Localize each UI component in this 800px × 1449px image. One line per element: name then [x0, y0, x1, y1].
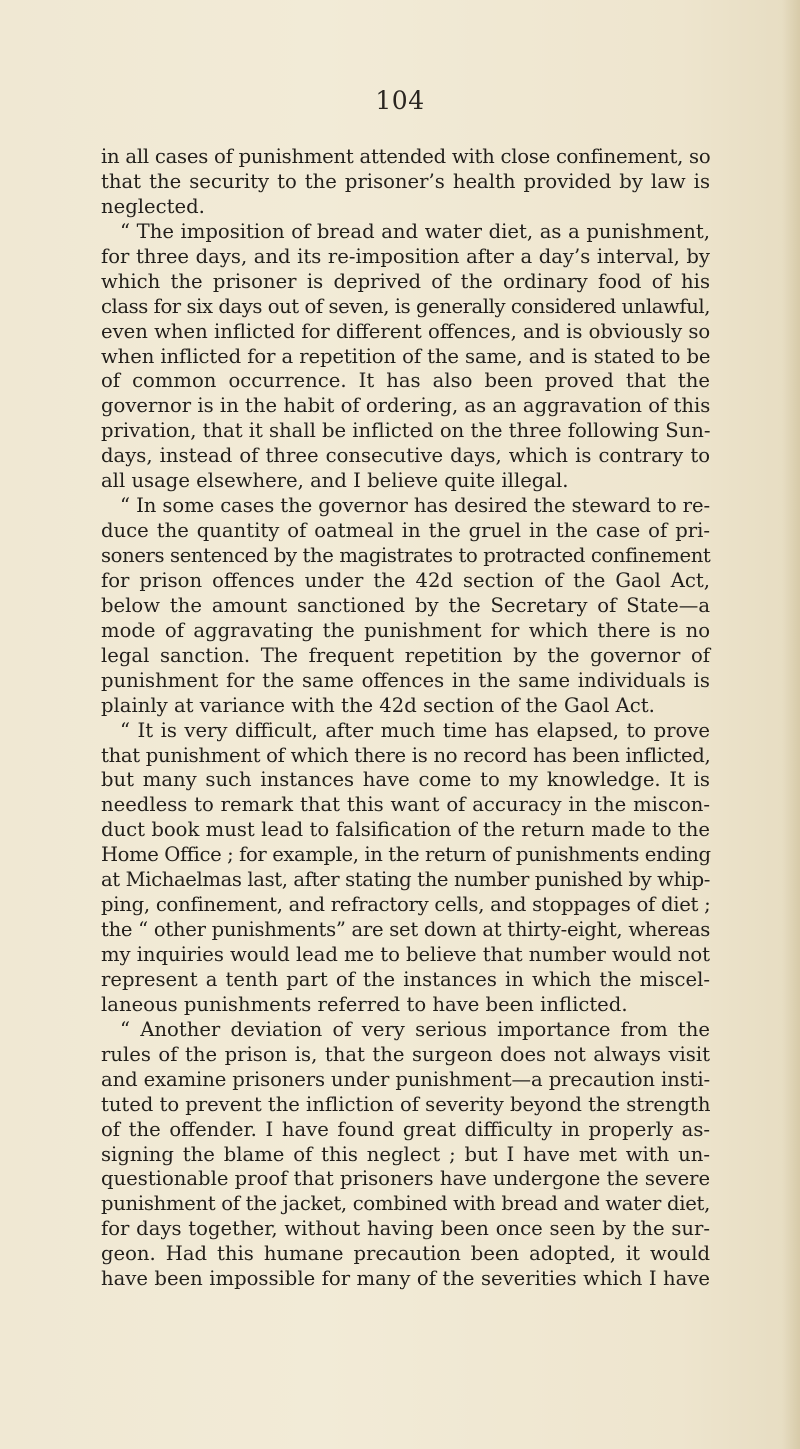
text-line: neglected. — [101, 194, 205, 218]
text-line: “ It is very difficult, after much time has elapsed, to prove — [120, 718, 710, 742]
text-line: and examine prisoners under punishment—a precaution insti- — [101, 1067, 710, 1091]
text-line: for prison offences under the 42d section of the Gaol Act, — [101, 568, 710, 592]
text-line: all usage elsewhere, and I believe quite illegal. — [101, 469, 569, 493]
text-line: duce the quantity of oatmeal in the gruel in the case of pri- — [101, 519, 710, 543]
text-line: soners sentenced by the magistrates to protracted confinement — [101, 544, 711, 567]
text-line: represent a tenth part of the instances in which the miscel- — [101, 967, 710, 991]
text-line: Home Office ; for example, in the return of punishments ending — [101, 843, 711, 867]
text-line: ping, confinement, and refractory cells, and stoppages of diet ; — [101, 893, 711, 917]
text-line: punishment of the jacket, combined with bread and water diet, — [101, 1192, 710, 1216]
text-line: class for six days out of seven, is generally considered unlawful, — [101, 294, 710, 318]
text-line: tuted to prevent the infliction of severity beyond the strength — [101, 1092, 711, 1116]
text-line: at Michaelmas last, after stating the number punished by whip- — [101, 868, 711, 892]
page-edge-shadow — [782, 0, 800, 1449]
text-line: signing the blame of this neglect ; but I have met with un- — [101, 1142, 710, 1166]
page-number: 104 — [375, 86, 425, 115]
text-line: duct book must lead to falsification of the return made to the — [101, 818, 710, 842]
text-line: punishment for the same offences in the same individuals is — [101, 668, 710, 692]
text-line: privation, that it shall be inflicted on the three following Sun- — [101, 419, 711, 443]
text-line: “ The imposition of bread and water diet, as a punishment, — [120, 219, 710, 243]
text-line: days, instead of three consecutive days, which is contrary to — [101, 444, 710, 468]
text-line: below the amount sanctioned by the Secretary of State—a — [101, 593, 710, 617]
text-line: that punishment of which there is no record has been inflicted, — [101, 743, 711, 767]
text-line: of common occurrence. It has also been proved that the — [101, 369, 710, 393]
text-line: but many such instances have come to my knowledge. It is — [101, 768, 710, 792]
body-text — [101, 145, 710, 1292]
text-line: geon. Had this humane precaution been adopted, it would — [101, 1242, 710, 1266]
text-line: plainly at variance with the 42d section of the Gaol Act. — [101, 693, 655, 717]
text-line: governor is in the habit of ordering, as an aggravation of this — [101, 394, 711, 418]
text-line: of the offender. I have found great difficulty in properly as- — [101, 1117, 710, 1141]
text-line: “ In some cases the governor has desired the steward to re- — [120, 494, 710, 518]
text-line: laneous punishments referred to have been inflicted. — [101, 992, 628, 1016]
text-line: have been impossible for many of the severities which I have — [101, 1267, 710, 1291]
text-line: mode of aggravating the punishment for which there is no — [101, 618, 710, 642]
text-line: that the security to the prisoner’s health provided by law is — [101, 169, 710, 193]
text-line: even when inflicted for different offences, and is obviously so — [101, 319, 711, 343]
text-line: which the prisoner is deprived of the ordinary food of his — [101, 269, 710, 293]
text-line: for three days, and its re-imposition after a day’s interval, by — [101, 244, 710, 268]
text-line: when inflicted for a repetition of the same, and is stated to be — [101, 344, 711, 368]
text-line: my inquiries would lead me to believe that number would not — [101, 943, 710, 966]
text-line: the “ other punishments” are set down at thirty-eight, whereas — [101, 918, 710, 942]
text-line: legal sanction. The frequent repetition by the governor of — [101, 643, 710, 667]
text-line: in all cases of punishment attended with close confinement, so — [101, 145, 711, 168]
text-line: questionable proof that prisoners have undergone the severe — [101, 1167, 711, 1191]
text-line: for days together, without having been once seen by the sur- — [101, 1217, 710, 1241]
text-line: “ Another deviation of very serious importance from the — [120, 1017, 710, 1041]
text-line: needless to remark that this want of accuracy in the miscon- — [101, 793, 710, 817]
text-line: rules of the prison is, that the surgeon does not always visit — [101, 1042, 710, 1066]
